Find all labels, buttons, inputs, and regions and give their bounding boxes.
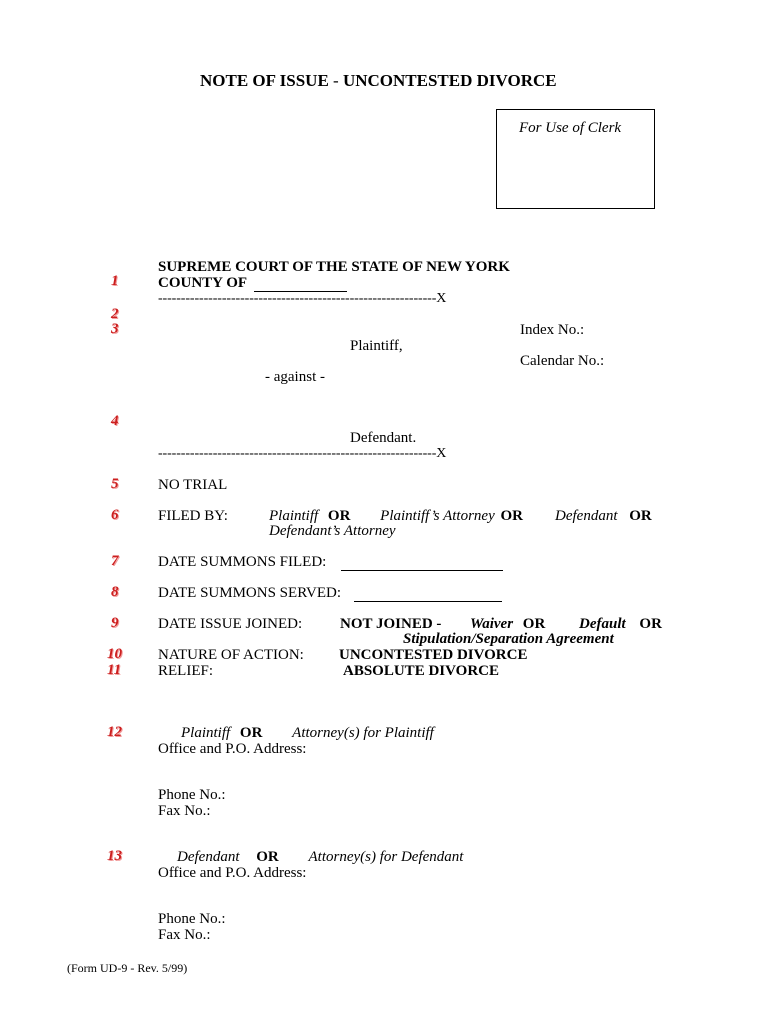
nature-of-action-label: NATURE OF ACTION: — [158, 647, 304, 663]
defendant-address-label: Office and P.O. Address: — [158, 865, 307, 881]
county-label: COUNTY OF — [158, 275, 247, 291]
issue-joined-or-1: OR — [522, 616, 546, 632]
filed-by-options — [269, 509, 523, 524]
summons-served-row — [158, 586, 502, 602]
plaintiff-block-header — [181, 726, 434, 741]
plaintiff-attorney-option[interactable]: Attorney(s) for Plaintiff — [292, 725, 434, 741]
defendant-phone-label: Phone No.: — [158, 911, 226, 927]
marker-10: 10 — [107, 646, 122, 662]
relief-label: RELIEF: — [158, 663, 213, 679]
defendant-fax-label: Fax No.: — [158, 927, 211, 943]
plaintiff-phone-label: Phone No.: — [158, 787, 226, 803]
caption-divider-bottom: -------------------------------------------------------------X — [158, 446, 447, 461]
filed-by-plaintiff-option[interactable]: Plaintiff — [269, 508, 319, 524]
waiver-option[interactable]: Waiver — [470, 616, 514, 632]
county-field[interactable] — [254, 276, 347, 292]
marker-3: 3 — [111, 321, 119, 337]
index-number-label: Index No.: — [520, 322, 585, 338]
relief-value: ABSOLUTE DIVORCE — [343, 663, 499, 679]
filed-by-defendant-option[interactable]: Defendant — [555, 508, 618, 524]
marker-2: 2 — [111, 306, 119, 322]
filed-by-plaintiff-attorney-option[interactable]: Plaintiff’s Attorney — [380, 508, 495, 524]
defendant-party-option[interactable]: Defendant — [177, 849, 240, 865]
no-trial-label: NO TRIAL — [158, 477, 228, 493]
issue-joined-options-2 — [579, 617, 662, 632]
form-number-footer: (Form UD-9 - Rev. 5/99) — [67, 961, 188, 975]
county-line — [158, 276, 347, 292]
defendant-attorney-option[interactable]: Attorney(s) for Defendant — [308, 849, 464, 865]
plaintiff-block-or: OR — [239, 725, 263, 741]
summons-filed-field[interactable] — [341, 555, 503, 571]
filed-by-or-2: OR — [500, 508, 523, 524]
marker-1: 1 — [111, 273, 119, 289]
marker-8: 8 — [111, 584, 119, 600]
title-separator: - — [328, 71, 343, 90]
clerk-use-box — [496, 109, 655, 209]
issue-joined-options — [470, 617, 545, 632]
summons-served-field[interactable] — [354, 586, 502, 602]
filed-by-or-3: OR — [629, 508, 652, 524]
nature-of-action-value: UNCONTESTED DIVORCE — [339, 647, 528, 663]
marker-4: 4 — [111, 413, 119, 429]
marker-5: 5 — [111, 476, 119, 492]
defendant-block-or: OR — [256, 849, 279, 865]
marker-13: 13 — [107, 848, 122, 864]
page-title — [200, 72, 557, 89]
plaintiff-label: Plaintiff, — [350, 338, 403, 354]
default-option[interactable]: Default — [579, 616, 626, 632]
marker-6: 6 — [111, 507, 119, 523]
title-part1: NOTE OF ISSUE — [200, 71, 329, 90]
issue-joined-or-2: OR — [639, 616, 662, 632]
title-part2: UNCONTESTED DIVORCE — [342, 71, 557, 90]
filed-by-defendant-wrap — [555, 509, 652, 524]
filed-by-or-1: OR — [327, 508, 351, 524]
plaintiff-fax-label: Fax No.: — [158, 803, 211, 819]
clerk-use-label: For Use of Clerk — [519, 120, 622, 136]
stipulation-option[interactable]: Stipulation/Separation Agreement — [403, 631, 614, 647]
plaintiff-address-label: Office and P.O. Address: — [158, 741, 307, 757]
filed-by-defendant-attorney-option[interactable]: Defendant’s Attorney — [269, 523, 396, 539]
defendant-label: Defendant. — [350, 430, 417, 446]
marker-9: 9 — [111, 615, 119, 631]
marker-12: 12 — [107, 724, 122, 740]
marker-11: 11 — [107, 662, 122, 678]
issue-joined-label: DATE ISSUE JOINED: — [158, 616, 303, 632]
plaintiff-party-option[interactable]: Plaintiff — [181, 725, 231, 741]
court-name: SUPREME COURT OF THE STATE OF NEW YORK — [158, 259, 510, 275]
calendar-number-label: Calendar No.: — [520, 353, 605, 369]
marker-7: 7 — [111, 553, 119, 569]
summons-filed-row — [158, 555, 503, 571]
caption-divider-top: -------------------------------------------------------------X — [158, 291, 447, 306]
not-joined-label: NOT JOINED - — [340, 616, 442, 632]
summons-served-label: DATE SUMMONS SERVED: — [158, 585, 341, 601]
filed-by-label: FILED BY: — [158, 508, 228, 524]
defendant-block-header — [177, 850, 463, 865]
summons-filed-label: DATE SUMMONS FILED: — [158, 554, 327, 570]
against-label: - against - — [265, 369, 325, 385]
